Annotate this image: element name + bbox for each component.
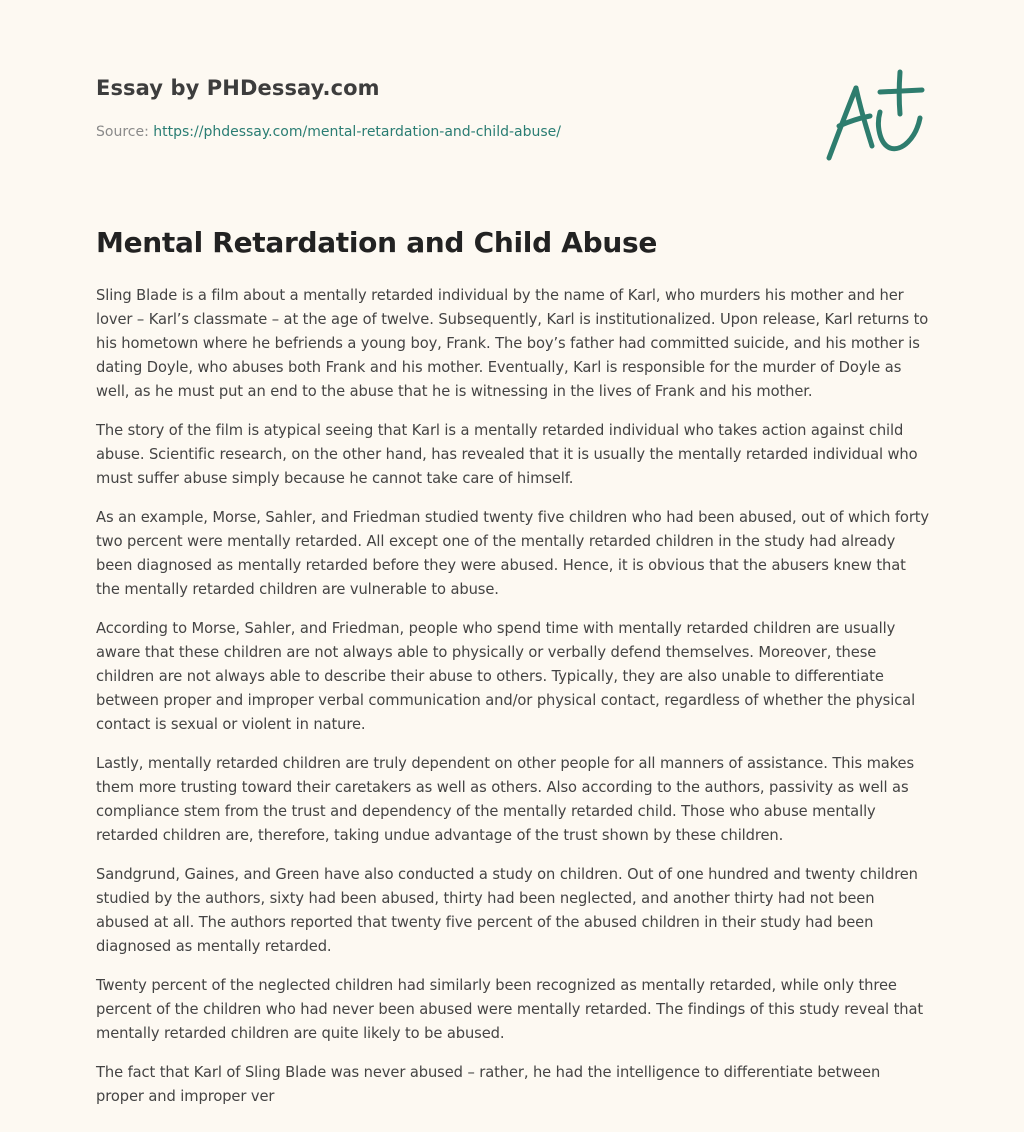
paragraph: Twenty percent of the neglected children had similarly been recognized as mentally retarded, while only three percent of the children who had never been abused were mentally retarded. The findings of this study reveal that mentally retarded children are quite likely to be abused. [96, 977, 924, 1042]
source-link[interactable]: https://phdessay.com/mental-retardation-and-child-abuse/ [153, 124, 561, 140]
source-label: Source: [96, 124, 154, 140]
paragraph: According to Morse, Sahler, and Friedman, people who spend time with mentally retarded children are usually aware that these children are not always able to physically or verbally defend themselves. Moreover, these children are not always able to describe their abuse to others. Typically, they are also unable to differentiate between proper and improper verbal communication and/or physical contact, regardless of whether the physical contact is sexual or violent in nature. [96, 620, 916, 733]
source-line [96, 124, 561, 140]
a-plus-grade-logo [822, 66, 926, 166]
paragraph: The story of the film is atypical seeing that Karl is a mentally retarded individual who takes action against child abuse. Scientific research, on the other hand, has revealed that it is usually the mentally retarded individual who must suffer abuse simply because he cannot take care of himself. [96, 422, 918, 487]
paragraph: Lastly, mentally retarded children are truly dependent on other people for all manners of assistance. This makes them more trusting toward their caretakers as well as others. Also according to the authors, passivity as well as compliance stem from the trust and dependency of the mentally retarded child. Those who abuse mentally retarded children are, therefore, taking undue advantage of the trust shown by these children. [96, 755, 915, 844]
a-plus-icon [822, 66, 926, 166]
paragraph: The fact that Karl of Sling Blade was never abused – rather, he had the intelligence to differentiate between proper and improper ver [96, 1064, 881, 1105]
paragraph: Sling Blade is a film about a mentally retarded individual by the name of Karl, who murders his mother and her lover – Karl’s classmate – at the age of twelve. Subsequently, Karl is institutionalized. Upon release, Karl returns to his hometown where he befriends a young boy, Frank. The boy’s father had committed suicide, and his mother is dating Doyle, who abuses both Frank and his mother. Eventually, Karl is responsible for the murder of Doyle as well, as he must put an end to the abuse that he is witnessing in the lives of Frank and his mother. [96, 287, 929, 400]
site-brand: Essay by PHDessay.com [96, 76, 380, 100]
essay-title: Mental Retardation and Child Abuse [96, 226, 658, 259]
paragraph: Sandgrund, Gaines, and Green have also conducted a study on children. Out of one hundred and twenty children studied by the authors, sixty had been abused, thirty had been neglected, and another thirty had not been abused at all. The authors reported that twenty five percent of the abused children in their study had been diagnosed as mentally retarded. [96, 866, 918, 955]
paragraph: As an example, Morse, Sahler, and Friedman studied twenty five children who had been abused, out of which forty two percent were mentally retarded. All except one of the mentally retarded children in the study had already been diagnosed as mentally retarded before they were abused. Hence, it is obvious that the abusers knew that the mentally retarded children are vulnerable to abuse. [96, 509, 930, 598]
essay-body [96, 284, 932, 1124]
